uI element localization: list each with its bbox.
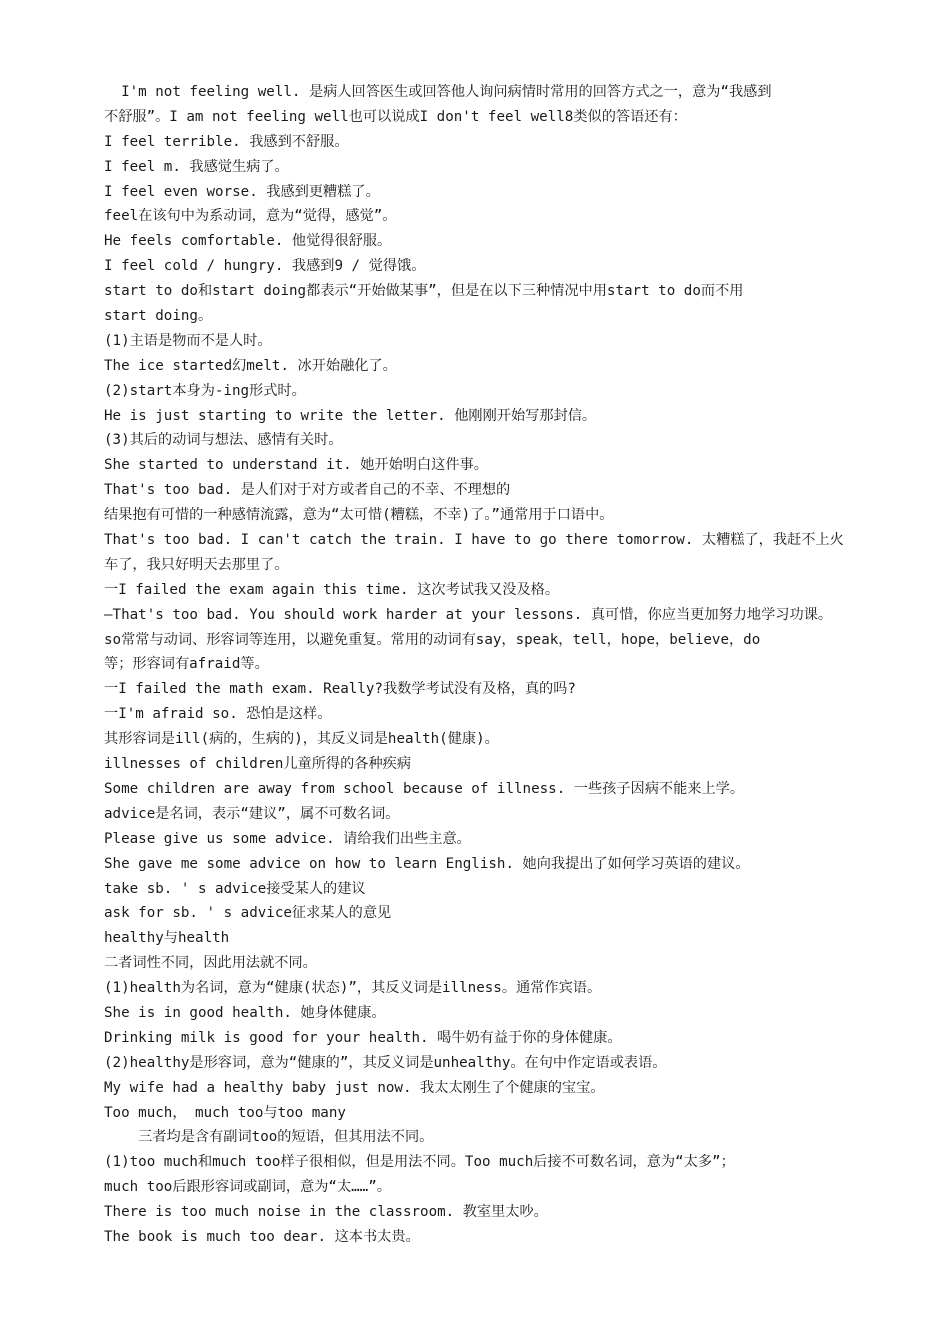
text-line: She gave me some advice on how to learn English. 她向我提出了如何学习英语的建议。: [104, 855, 750, 872]
text-line: There is too much noise in the classroom. 教室里太吵。: [104, 1204, 548, 1221]
text-line: That's too bad. I can't catch the train. I have to go there tomorrow. 太糟糕了，我赶不上火: [104, 532, 844, 549]
text-line: Please give us some advice. 请给我们出些主意。: [104, 830, 471, 847]
text-line: (3)其后的动词与想法、感情有关时。: [104, 432, 343, 449]
text-line: I feel even worse. 我感到更糟糕了。: [104, 183, 380, 200]
text-line: 不舒服”。I am not feeling well也可以说成I don't feel well8类似的答语还有：: [104, 108, 687, 125]
text-line: —That's too bad. You should work harder at your lessons. 真可惜，你应当更加努力地学习功课。: [104, 606, 833, 623]
text-line: (2)healthy是形容词，意为“健康的”，其反义词是unhealthy。在句中作定语或表语。: [104, 1054, 667, 1071]
text-line: 三者均是含有副词too的短语，但其用法不同。: [104, 1129, 434, 1146]
text-line: 一I failed the exam again this time. 这次考试我又没及格。: [104, 581, 560, 598]
text-line: Drinking milk is good for your health. 喝牛奶有益于你的身体健康。: [104, 1029, 622, 1046]
text-line: I'm not feeling well. 是病人回答医生或回答他人询问病情时常用的回答方式之一，意为“我感到: [104, 84, 772, 100]
text-line: healthy与health: [104, 930, 230, 947]
text-line: Too much， much too与too many: [104, 1104, 346, 1121]
text-line: My wife had a healthy baby just now. 我太太刚生了个健康的宝宝。: [104, 1079, 605, 1096]
text-line: I feel terrible. 我感到不舒服。: [104, 133, 349, 150]
text-line: She is in good health. 她身体健康。: [104, 1004, 386, 1021]
text-line: 其形容词是ill(病的，生病的)，其反义词是health(健康)。: [104, 731, 499, 748]
text-line: 二者词性不同，因此用法就不同。: [104, 955, 317, 972]
text-line: (2)start本身为-ing形式时。: [104, 382, 306, 399]
text-line: advice是名词，表示“建议”，属不可数名词。: [104, 805, 400, 822]
text-line: Some children are away from school because of illness. 一些孩子因病不能来上学。: [104, 780, 745, 797]
text-line: That's too bad. 是人们对于对方或者自己的不幸、不理想的: [104, 482, 511, 499]
text-line: I feel cold / hungry. 我感到9 / 觉得饿。: [104, 258, 426, 275]
text-line: The ice started幻melt. 冰开始融化了。: [104, 357, 397, 374]
text-line: feel在该句中为系动词，意为“觉得，感觉”。: [104, 208, 397, 225]
text-line: I feel m. 我感觉生病了。: [104, 158, 289, 175]
text-line: (1)too much和much too样子很相似，但是用法不同。Too much后接不可数名词，意为“太多”；: [104, 1154, 735, 1171]
text-line: start doing。: [104, 308, 213, 325]
text-line: 等；形容词有afraid等。: [104, 656, 269, 673]
text-line: so常常与动词、形容词等连用，以避免重复。常用的动词有say，speak，tell，hope，believe，do: [104, 631, 761, 648]
text-line: 一I'm afraid so. 恐怕是这样。: [104, 706, 332, 723]
text-line: She started to understand it. 她开始明白这件事。: [104, 457, 488, 474]
text-line: ask for sb. ' s advice征求某人的意见: [104, 905, 392, 922]
text-line: (1)主语是物而不是人时。: [104, 332, 272, 349]
text-line: much too后跟形容词或副词，意为“太……”。: [104, 1179, 391, 1196]
text-line: (1)health为名词，意为“健康(状态)”，其反义词是illness。通常作宾语。: [104, 980, 602, 997]
text-line: 结果抱有可惜的一种感情流露，意为“太可惜(糟糕，不幸)了。”通常用于口语中。: [104, 507, 614, 524]
text-line: 一I failed the math exam. Really?我数学考试没有及格，真的吗?: [104, 681, 576, 698]
document-body: [104, 80, 894, 1250]
text-line: He feels comfortable. 他觉得很舒服。: [104, 233, 392, 250]
text-line: The book is much too dear. 这本书太贵。: [104, 1228, 420, 1245]
text-line: take sb. ' s advice接受某人的建议: [104, 880, 366, 897]
text-line: illnesses of children儿童所得的各种疾病: [104, 756, 412, 773]
text-line: He is just starting to write the letter. 他刚刚开始写那封信。: [104, 407, 597, 424]
text-line: start to do和start doing都表示“开始做某事”，但是在以下三种情况中用start to do而不用: [104, 283, 744, 300]
text-line: 车了，我只好明天去那里了。: [104, 556, 289, 573]
